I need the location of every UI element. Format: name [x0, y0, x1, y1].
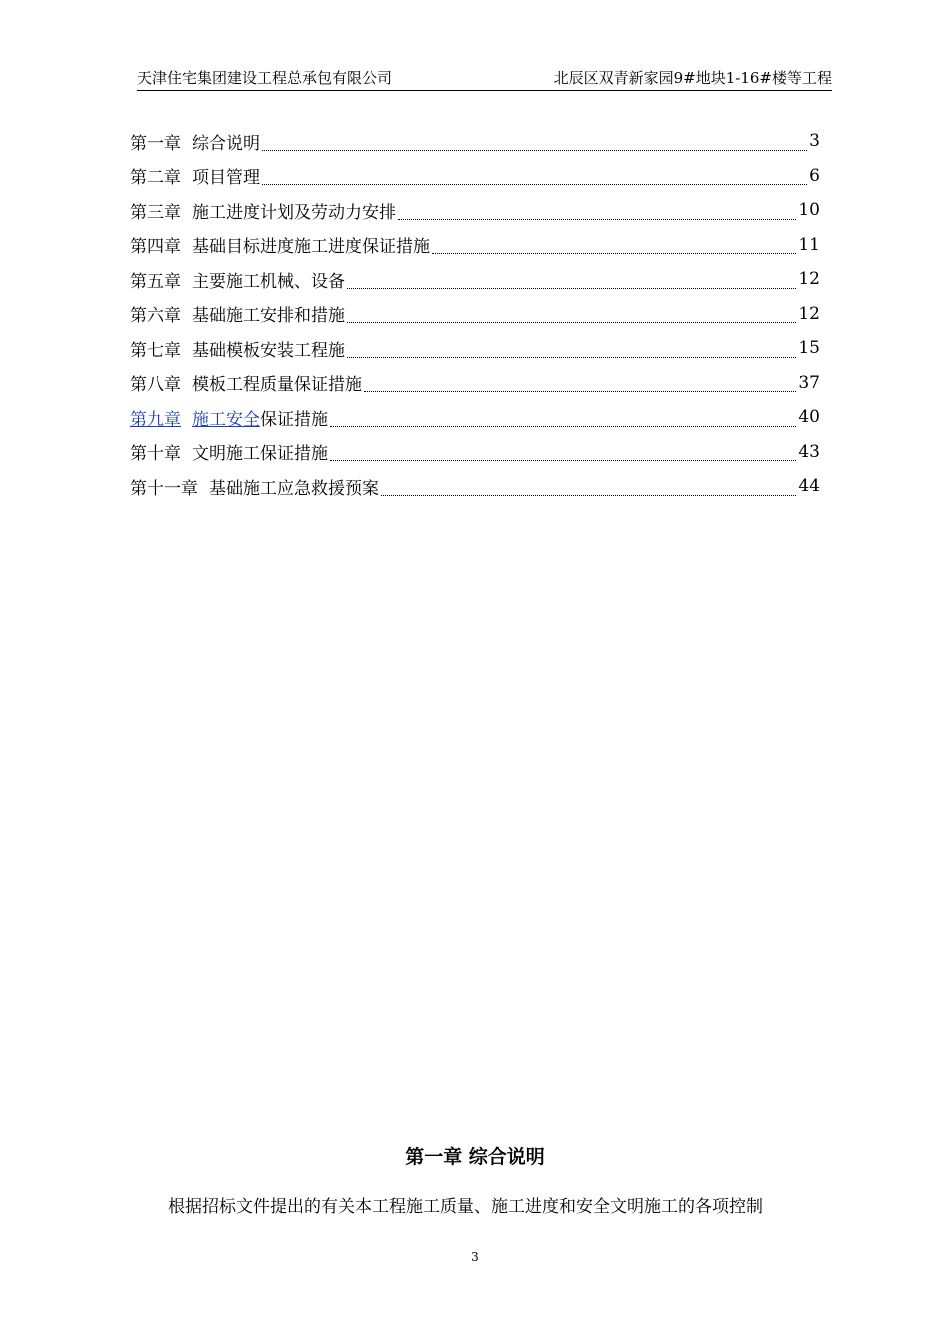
toc-chapter: 第三章 — [130, 202, 181, 223]
chapter-heading: 第一章 综合说明 — [405, 1146, 545, 1168]
toc-title: 综合说明 — [192, 133, 260, 154]
toc-title: 基础施工应急救援预案 — [209, 478, 379, 499]
toc-title: 基础目标进度施工进度保证措施 — [192, 237, 430, 258]
toc-chapter: 第六章 — [130, 306, 181, 327]
toc-entry-1[interactable] — [130, 124, 820, 159]
toc-chapter: 第七章 — [130, 340, 181, 361]
toc-leader — [262, 174, 807, 185]
header-project: 北辰区双青新家园9#地块1-16#楼等工程 — [553, 69, 832, 87]
toc-entry-4[interactable] — [130, 228, 820, 263]
toc-title: 基础施工安排和措施 — [192, 306, 345, 327]
toc-leader — [330, 416, 796, 427]
toc-page: 44 — [798, 476, 820, 497]
toc-chapter-link[interactable]: 第九章 — [130, 409, 181, 430]
toc-page: 12 — [798, 269, 820, 290]
toc-page: 15 — [798, 338, 820, 359]
page-number: 3 — [471, 1250, 479, 1264]
toc-chapter: 第四章 — [130, 237, 181, 258]
toc-title: 主要施工机械、设备 — [192, 271, 345, 292]
toc-page: 6 — [809, 165, 820, 186]
page-header — [137, 68, 832, 91]
toc-chapter: 第十一章 — [130, 478, 198, 499]
toc-page: 12 — [798, 303, 820, 324]
table-of-contents — [130, 124, 820, 504]
toc-chapter: 第二章 — [130, 168, 181, 189]
toc-title: 保证措施 — [260, 409, 328, 430]
toc-leader — [347, 347, 796, 358]
toc-title-link[interactable]: 施工安全 — [192, 409, 260, 430]
body-paragraph: 根据招标文件提出的有关本工程施工质量、施工进度和安全文明施工的各项控制 — [168, 1197, 763, 1217]
toc-title: 模板工程质量保证措施 — [192, 375, 362, 396]
toc-page: 40 — [798, 407, 820, 428]
toc-leader — [381, 485, 796, 496]
toc-entry-3[interactable] — [130, 193, 820, 228]
toc-entry-9[interactable] — [130, 400, 820, 435]
toc-page: 3 — [809, 131, 820, 152]
toc-title: 项目管理 — [192, 168, 260, 189]
toc-leader — [432, 243, 796, 254]
toc-leader — [330, 450, 796, 461]
toc-leader — [364, 381, 796, 392]
toc-chapter: 第一章 — [130, 133, 181, 154]
toc-page: 43 — [798, 441, 820, 462]
toc-title: 施工进度计划及劳动力安排 — [192, 202, 396, 223]
toc-leader — [262, 140, 807, 151]
toc-leader — [398, 209, 796, 220]
toc-leader — [347, 312, 796, 323]
toc-page: 10 — [798, 200, 820, 221]
toc-leader — [347, 278, 796, 289]
header-company: 天津住宅集团建设工程总承包有限公司 — [137, 69, 393, 87]
toc-title: 基础模板安装工程施 — [192, 340, 345, 361]
toc-entry-5[interactable] — [130, 262, 820, 297]
toc-title: 文明施工保证措施 — [192, 444, 328, 465]
toc-entry-10[interactable] — [130, 435, 820, 470]
toc-chapter: 第十章 — [130, 444, 181, 465]
toc-entry-6[interactable] — [130, 297, 820, 332]
toc-entry-7[interactable] — [130, 331, 820, 366]
toc-chapter: 第八章 — [130, 375, 181, 396]
toc-entry-11[interactable] — [130, 469, 820, 504]
toc-page: 37 — [798, 372, 820, 393]
toc-entry-2[interactable] — [130, 159, 820, 194]
toc-entry-8[interactable] — [130, 366, 820, 401]
toc-chapter: 第五章 — [130, 271, 181, 292]
toc-page: 11 — [798, 234, 820, 255]
